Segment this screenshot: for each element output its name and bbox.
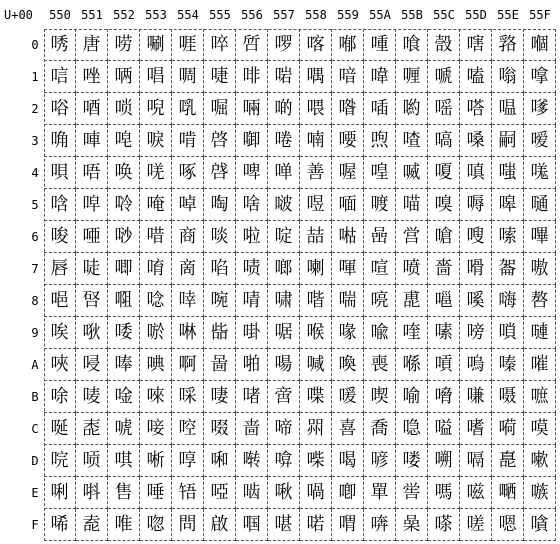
glyph-cell: 喌 <box>300 413 332 445</box>
glyph-cell: 啙 <box>204 317 236 349</box>
glyph-cell: 嗭 <box>492 445 524 477</box>
column-header: 550 <box>49 8 71 22</box>
glyph-cell: 唴 <box>140 157 172 189</box>
glyph-cell: 喖 <box>332 221 364 253</box>
glyph-cell: 喕 <box>332 189 364 221</box>
glyph-cell: 善 <box>300 157 332 189</box>
glyph-cell: 唨 <box>108 285 140 317</box>
glyph-cell: 嗒 <box>460 93 492 125</box>
glyph-cell: 啒 <box>204 93 236 125</box>
glyph-cell: 嗮 <box>492 477 524 509</box>
column-header: 55A <box>369 8 391 22</box>
glyph-cell: 唡 <box>108 61 140 93</box>
glyph-cell: 嗿 <box>524 509 556 541</box>
glyph-cell: 啮 <box>236 477 268 509</box>
glyph-cell: 啫 <box>236 381 268 413</box>
glyph-cell: 啔 <box>204 157 236 189</box>
glyph-cell: 唎 <box>44 477 76 509</box>
row-header: 9 <box>31 326 39 340</box>
glyph-cell: 嗽 <box>524 445 556 477</box>
glyph-cell: 啑 <box>204 61 236 93</box>
glyph-cell: 喦 <box>364 221 396 253</box>
glyph-cell: 唋 <box>44 381 76 413</box>
glyph-cell: 喀 <box>300 29 332 61</box>
glyph-cell: 喙 <box>332 317 364 349</box>
glyph-cell: 唣 <box>108 125 140 157</box>
glyph-cell: 唬 <box>108 413 140 445</box>
glyph-cell: 唗 <box>76 253 108 285</box>
glyph-cell: 嗾 <box>524 477 556 509</box>
glyph-cell: 嗛 <box>460 381 492 413</box>
glyph-cell: 嗋 <box>428 381 460 413</box>
glyph-cell: 喔 <box>332 157 364 189</box>
glyph-cell: 唞 <box>76 477 108 509</box>
glyph-cell: 嗨 <box>492 285 524 317</box>
column-header: 559 <box>337 8 359 22</box>
glyph-cell: 啈 <box>172 285 204 317</box>
glyph-cell: 喽 <box>396 445 428 477</box>
glyph-cell: 嗞 <box>460 477 492 509</box>
glyph-cell: 啪 <box>236 349 268 381</box>
glyph-cell: 啞 <box>204 477 236 509</box>
glyph-cell: 啁 <box>172 61 204 93</box>
glyph-cell: 喺 <box>396 349 428 381</box>
glyph-cell: 啨 <box>236 285 268 317</box>
glyph-cell: 営 <box>396 221 428 253</box>
glyph-cell: 嗲 <box>524 93 556 125</box>
glyph-cell: 唲 <box>140 93 172 125</box>
glyph-cell: 唖 <box>76 221 108 253</box>
glyph-cell: 唏 <box>44 509 76 541</box>
glyph-cell: 嗕 <box>460 189 492 221</box>
glyph-cell: 嗊 <box>428 349 460 381</box>
glyph-cell: 啗 <box>204 253 236 285</box>
glyph-cell: 啐 <box>204 29 236 61</box>
row-header: C <box>31 422 39 436</box>
glyph-cell: 唈 <box>44 285 76 317</box>
glyph-cell: 嗡 <box>492 61 524 93</box>
glyph-cell: 嗪 <box>492 349 524 381</box>
glyph-cell: 唌 <box>44 413 76 445</box>
glyph-cell: 嗟 <box>460 509 492 541</box>
glyph-cell: 唹 <box>140 317 172 349</box>
glyph-cell: 嗂 <box>428 93 460 125</box>
row-header: 3 <box>31 134 39 148</box>
glyph-cell: 啤 <box>236 157 268 189</box>
glyph-cell: 啶 <box>268 221 300 253</box>
glyph-cell: 啕 <box>204 189 236 221</box>
row-header: 2 <box>31 102 39 116</box>
glyph-cell: 唐 <box>76 29 108 61</box>
glyph-cell: 嗸 <box>524 285 556 317</box>
glyph-cell: 嗬 <box>492 413 524 445</box>
glyph-cell: 唉 <box>44 317 76 349</box>
glyph-cell: 啢 <box>236 93 268 125</box>
glyph-cell: 啲 <box>268 93 300 125</box>
glyph-cell: 嗶 <box>524 221 556 253</box>
glyph-cell: 唪 <box>108 349 140 381</box>
glyph-cell: 嗓 <box>460 125 492 157</box>
glyph-cell: 嗈 <box>428 285 460 317</box>
glyph-cell: 啛 <box>204 381 236 413</box>
glyph-cell: 啹 <box>268 317 300 349</box>
glyph-cell: 嗑 <box>460 61 492 93</box>
glyph-cell: 喆 <box>300 221 332 253</box>
column-header: 55B <box>401 8 423 22</box>
glyph-cell: 嗫 <box>492 381 524 413</box>
glyph-cell: 喏 <box>300 509 332 541</box>
glyph-cell: 嗃 <box>428 125 460 157</box>
row-header: A <box>31 358 39 372</box>
glyph-cell: 嗇 <box>428 253 460 285</box>
glyph-cell: 啩 <box>236 317 268 349</box>
glyph-grid <box>44 29 556 541</box>
glyph-cell: 嗎 <box>428 477 460 509</box>
glyph-cell: 啍 <box>172 445 204 477</box>
glyph-cell: 唓 <box>76 125 108 157</box>
glyph-cell: 唕 <box>76 189 108 221</box>
glyph-cell: 啘 <box>204 285 236 317</box>
glyph-cell: 嗜 <box>460 413 492 445</box>
glyph-cell: 喊 <box>300 349 332 381</box>
column-header: 55C <box>433 8 455 22</box>
glyph-cell: 啂 <box>172 93 204 125</box>
glyph-cell: 喐 <box>332 29 364 61</box>
row-header: 5 <box>31 198 39 212</box>
glyph-cell: 嗻 <box>524 381 556 413</box>
row-header: 0 <box>31 38 39 52</box>
glyph-cell: 喫 <box>364 381 396 413</box>
glyph-cell: 啠 <box>236 29 268 61</box>
glyph-cell: 喾 <box>396 477 428 509</box>
glyph-cell: 唊 <box>44 349 76 381</box>
glyph-cell: 唆 <box>44 221 76 253</box>
column-header: 551 <box>81 8 103 22</box>
glyph-cell: 啽 <box>268 445 300 477</box>
glyph-cell: 喸 <box>396 285 428 317</box>
glyph-cell: 嗢 <box>492 93 524 125</box>
glyph-cell: 唺 <box>140 349 172 381</box>
column-header: 552 <box>113 8 135 22</box>
row-header: 8 <box>31 294 39 308</box>
glyph-cell: 唯 <box>108 509 140 541</box>
glyph-cell: 啊 <box>172 349 204 381</box>
glyph-cell: 啃 <box>172 125 204 157</box>
glyph-cell: 嗴 <box>524 157 556 189</box>
glyph-cell: 啾 <box>268 477 300 509</box>
row-header: D <box>31 454 39 468</box>
column-header: 553 <box>145 8 167 22</box>
glyph-cell: 唼 <box>140 413 172 445</box>
glyph-cell: 嗐 <box>460 29 492 61</box>
glyph-cell: 喹 <box>396 317 428 349</box>
glyph-cell: 唠 <box>108 29 140 61</box>
glyph-cell: 啬 <box>236 413 268 445</box>
glyph-cell: 喿 <box>396 509 428 541</box>
glyph-cell: 唻 <box>140 381 172 413</box>
glyph-cell: 啀 <box>172 29 204 61</box>
glyph-cell: 喯 <box>364 509 396 541</box>
glyph-cell: 唤 <box>108 157 140 189</box>
glyph-cell: 單 <box>364 477 396 509</box>
glyph-cell: 嗄 <box>428 157 460 189</box>
glyph-cell: 啿 <box>268 509 300 541</box>
glyph-cell: 唁 <box>44 61 76 93</box>
glyph-cell: 喪 <box>364 349 396 381</box>
glyph-cell: 喥 <box>364 189 396 221</box>
glyph-cell: 唭 <box>108 445 140 477</box>
glyph-cell: 啯 <box>236 509 268 541</box>
glyph-cell: 喞 <box>332 477 364 509</box>
glyph-cell: 唔 <box>76 157 108 189</box>
glyph-cell: 喰 <box>396 29 428 61</box>
glyph-cell: 喬 <box>364 413 396 445</box>
glyph-cell: 唘 <box>76 285 108 317</box>
row-header: F <box>31 518 39 532</box>
glyph-cell: 啭 <box>236 445 268 477</box>
glyph-cell: 喨 <box>364 285 396 317</box>
glyph-cell: 喁 <box>300 61 332 93</box>
glyph-cell: 嗱 <box>524 61 556 93</box>
glyph-cell: 唄 <box>44 157 76 189</box>
glyph-cell: 唵 <box>140 189 172 221</box>
glyph-cell: 喜 <box>332 413 364 445</box>
glyph-cell: 喋 <box>300 381 332 413</box>
glyph-cell: 嗷 <box>524 253 556 285</box>
glyph-cell: 啚 <box>204 349 236 381</box>
glyph-cell: 嗉 <box>428 317 460 349</box>
glyph-cell: 喷 <box>396 253 428 285</box>
glyph-cell: 唥 <box>108 189 140 221</box>
row-header: 1 <box>31 70 39 84</box>
glyph-cell: 喝 <box>332 445 364 477</box>
glyph-cell: 啷 <box>268 253 300 285</box>
glyph-cell: 嗳 <box>524 125 556 157</box>
glyph-cell: 嗆 <box>428 221 460 253</box>
glyph-cell: 嗗 <box>460 253 492 285</box>
glyph-cell: 喢 <box>364 93 396 125</box>
column-header: 55F <box>529 8 551 22</box>
glyph-cell: 唅 <box>44 189 76 221</box>
glyph-cell: 唫 <box>108 381 140 413</box>
glyph-cell: 喑 <box>332 61 364 93</box>
glyph-cell: 唃 <box>44 125 76 157</box>
glyph-cell: 唷 <box>140 253 172 285</box>
glyph-cell: 喲 <box>396 93 428 125</box>
glyph-cell: 唙 <box>76 317 108 349</box>
glyph-cell: 啻 <box>268 381 300 413</box>
glyph-cell: 嗺 <box>524 349 556 381</box>
glyph-cell: 喠 <box>364 29 396 61</box>
column-header: 558 <box>305 8 327 22</box>
glyph-cell: 唛 <box>76 381 108 413</box>
glyph-cell: 唂 <box>44 93 76 125</box>
glyph-cell: 喎 <box>300 477 332 509</box>
column-header: 557 <box>273 8 295 22</box>
glyph-cell: 唿 <box>140 509 172 541</box>
glyph-cell: 啅 <box>172 189 204 221</box>
row-header: 4 <box>31 166 39 180</box>
glyph-cell: 嗩 <box>492 317 524 349</box>
glyph-cell: 啦 <box>236 221 268 253</box>
column-header: 554 <box>177 8 199 22</box>
glyph-cell: 喚 <box>332 349 364 381</box>
glyph-cell: 啧 <box>236 253 268 285</box>
glyph-cell: 嗙 <box>460 317 492 349</box>
glyph-cell: 唑 <box>76 61 108 93</box>
glyph-cell: 唜 <box>76 413 108 445</box>
glyph-cell: 喍 <box>300 445 332 477</box>
glyph-cell: 啸 <box>268 285 300 317</box>
glyph-cell: 喭 <box>364 445 396 477</box>
glyph-cell: 唸 <box>140 285 172 317</box>
glyph-cell: 啥 <box>236 189 268 221</box>
glyph-cell: 嗏 <box>428 509 460 541</box>
glyph-cell: 唀 <box>44 29 76 61</box>
glyph-cell: 嗦 <box>492 221 524 253</box>
glyph-cell: 喴 <box>396 157 428 189</box>
glyph-cell: 嗅 <box>428 189 460 221</box>
glyph-cell: 喈 <box>300 285 332 317</box>
glyph-cell: 喤 <box>364 157 396 189</box>
glyph-cell: 嗘 <box>460 285 492 317</box>
glyph-cell: 啵 <box>268 189 300 221</box>
glyph-cell: 唳 <box>140 125 172 157</box>
glyph-cell: 啴 <box>268 157 300 189</box>
glyph-cell: 唶 <box>140 221 172 253</box>
glyph-cell: 喃 <box>300 125 332 157</box>
glyph-cell: 嗣 <box>492 125 524 157</box>
column-header: 55E <box>497 8 519 22</box>
glyph-cell: 喒 <box>332 93 364 125</box>
glyph-cell: 啰 <box>268 29 300 61</box>
glyph-cell: 唩 <box>108 317 140 349</box>
glyph-cell: 喣 <box>364 125 396 157</box>
glyph-cell: 啺 <box>268 349 300 381</box>
glyph-cell: 嗀 <box>428 29 460 61</box>
glyph-cell: 嗼 <box>524 413 556 445</box>
glyph-cell: 啳 <box>268 125 300 157</box>
glyph-cell: 唍 <box>44 445 76 477</box>
column-header: 556 <box>241 8 263 22</box>
glyph-cell: 啣 <box>236 125 268 157</box>
glyph-cell: 喉 <box>300 317 332 349</box>
column-header: 555 <box>209 8 231 22</box>
glyph-cell: 嗌 <box>428 413 460 445</box>
glyph-cell: 問 <box>172 509 204 541</box>
glyph-cell: 喡 <box>364 61 396 93</box>
glyph-cell: 唰 <box>140 29 172 61</box>
glyph-cell: 啟 <box>204 509 236 541</box>
glyph-cell: 嗁 <box>428 61 460 93</box>
row-header: B <box>31 390 39 404</box>
glyph-cell: 嗹 <box>524 317 556 349</box>
row-header: 7 <box>31 262 39 276</box>
glyph-cell: 喅 <box>300 189 332 221</box>
glyph-cell: 唱 <box>140 61 172 93</box>
glyph-cell: 唇 <box>44 253 76 285</box>
glyph-cell: 啼 <box>268 413 300 445</box>
glyph-cell: 啇 <box>172 253 204 285</box>
glyph-cell: 喗 <box>332 253 364 285</box>
glyph-cell: 嗤 <box>492 157 524 189</box>
glyph-cell: 啡 <box>236 61 268 93</box>
row-header: 6 <box>31 230 39 244</box>
glyph-cell: 嗝 <box>460 445 492 477</box>
glyph-cell: 嗯 <box>492 509 524 541</box>
glyph-cell: 嗰 <box>524 29 556 61</box>
glyph-cell: 售 <box>108 477 140 509</box>
glyph-cell: 嗵 <box>524 189 556 221</box>
glyph-cell: 唢 <box>108 93 140 125</box>
glyph-cell: 喓 <box>332 125 364 157</box>
row-header: E <box>31 486 39 500</box>
corner-label: U+00 <box>4 8 33 22</box>
glyph-cell: 唽 <box>140 445 172 477</box>
glyph-cell: 嗍 <box>428 445 460 477</box>
glyph-cell: 喇 <box>300 253 332 285</box>
glyph-cell: 商 <box>172 221 204 253</box>
glyph-cell: 唾 <box>140 477 172 509</box>
glyph-cell: 喛 <box>332 381 364 413</box>
glyph-cell: 喩 <box>364 317 396 349</box>
glyph-cell: 啎 <box>172 477 204 509</box>
glyph-cell: 啄 <box>172 157 204 189</box>
glyph-cell: 喼 <box>396 413 428 445</box>
glyph-cell: 嗚 <box>460 349 492 381</box>
glyph-cell: 唒 <box>76 93 108 125</box>
glyph-cell: 啱 <box>268 61 300 93</box>
glyph-cell: 喧 <box>364 253 396 285</box>
glyph-cell: 啝 <box>204 445 236 477</box>
column-header: 55D <box>465 8 487 22</box>
glyph-cell: 唧 <box>108 253 140 285</box>
glyph-cell: 喱 <box>396 61 428 93</box>
glyph-cell: 嗥 <box>492 189 524 221</box>
glyph-cell: 啖 <box>204 221 236 253</box>
glyph-cell: 唝 <box>76 445 108 477</box>
glyph-cell: 啜 <box>204 413 236 445</box>
glyph-cell: 嗧 <box>492 253 524 285</box>
glyph-cell: 喻 <box>396 381 428 413</box>
glyph-cell: 嗠 <box>492 29 524 61</box>
glyph-cell: 啓 <box>204 125 236 157</box>
glyph-cell: 喟 <box>332 509 364 541</box>
glyph-cell: 啋 <box>172 381 204 413</box>
glyph-cell: 喳 <box>396 125 428 157</box>
glyph-cell: 啌 <box>172 413 204 445</box>
glyph-cell: 唦 <box>108 221 140 253</box>
glyph-cell: 喂 <box>300 93 332 125</box>
glyph-cell: 嗖 <box>460 221 492 253</box>
glyph-cell: 唚 <box>76 349 108 381</box>
glyph-cell: 嗔 <box>460 157 492 189</box>
glyph-cell: 唟 <box>76 509 108 541</box>
glyph-cell: 啉 <box>172 317 204 349</box>
glyph-cell: 喘 <box>332 285 364 317</box>
glyph-cell: 喵 <box>396 189 428 221</box>
